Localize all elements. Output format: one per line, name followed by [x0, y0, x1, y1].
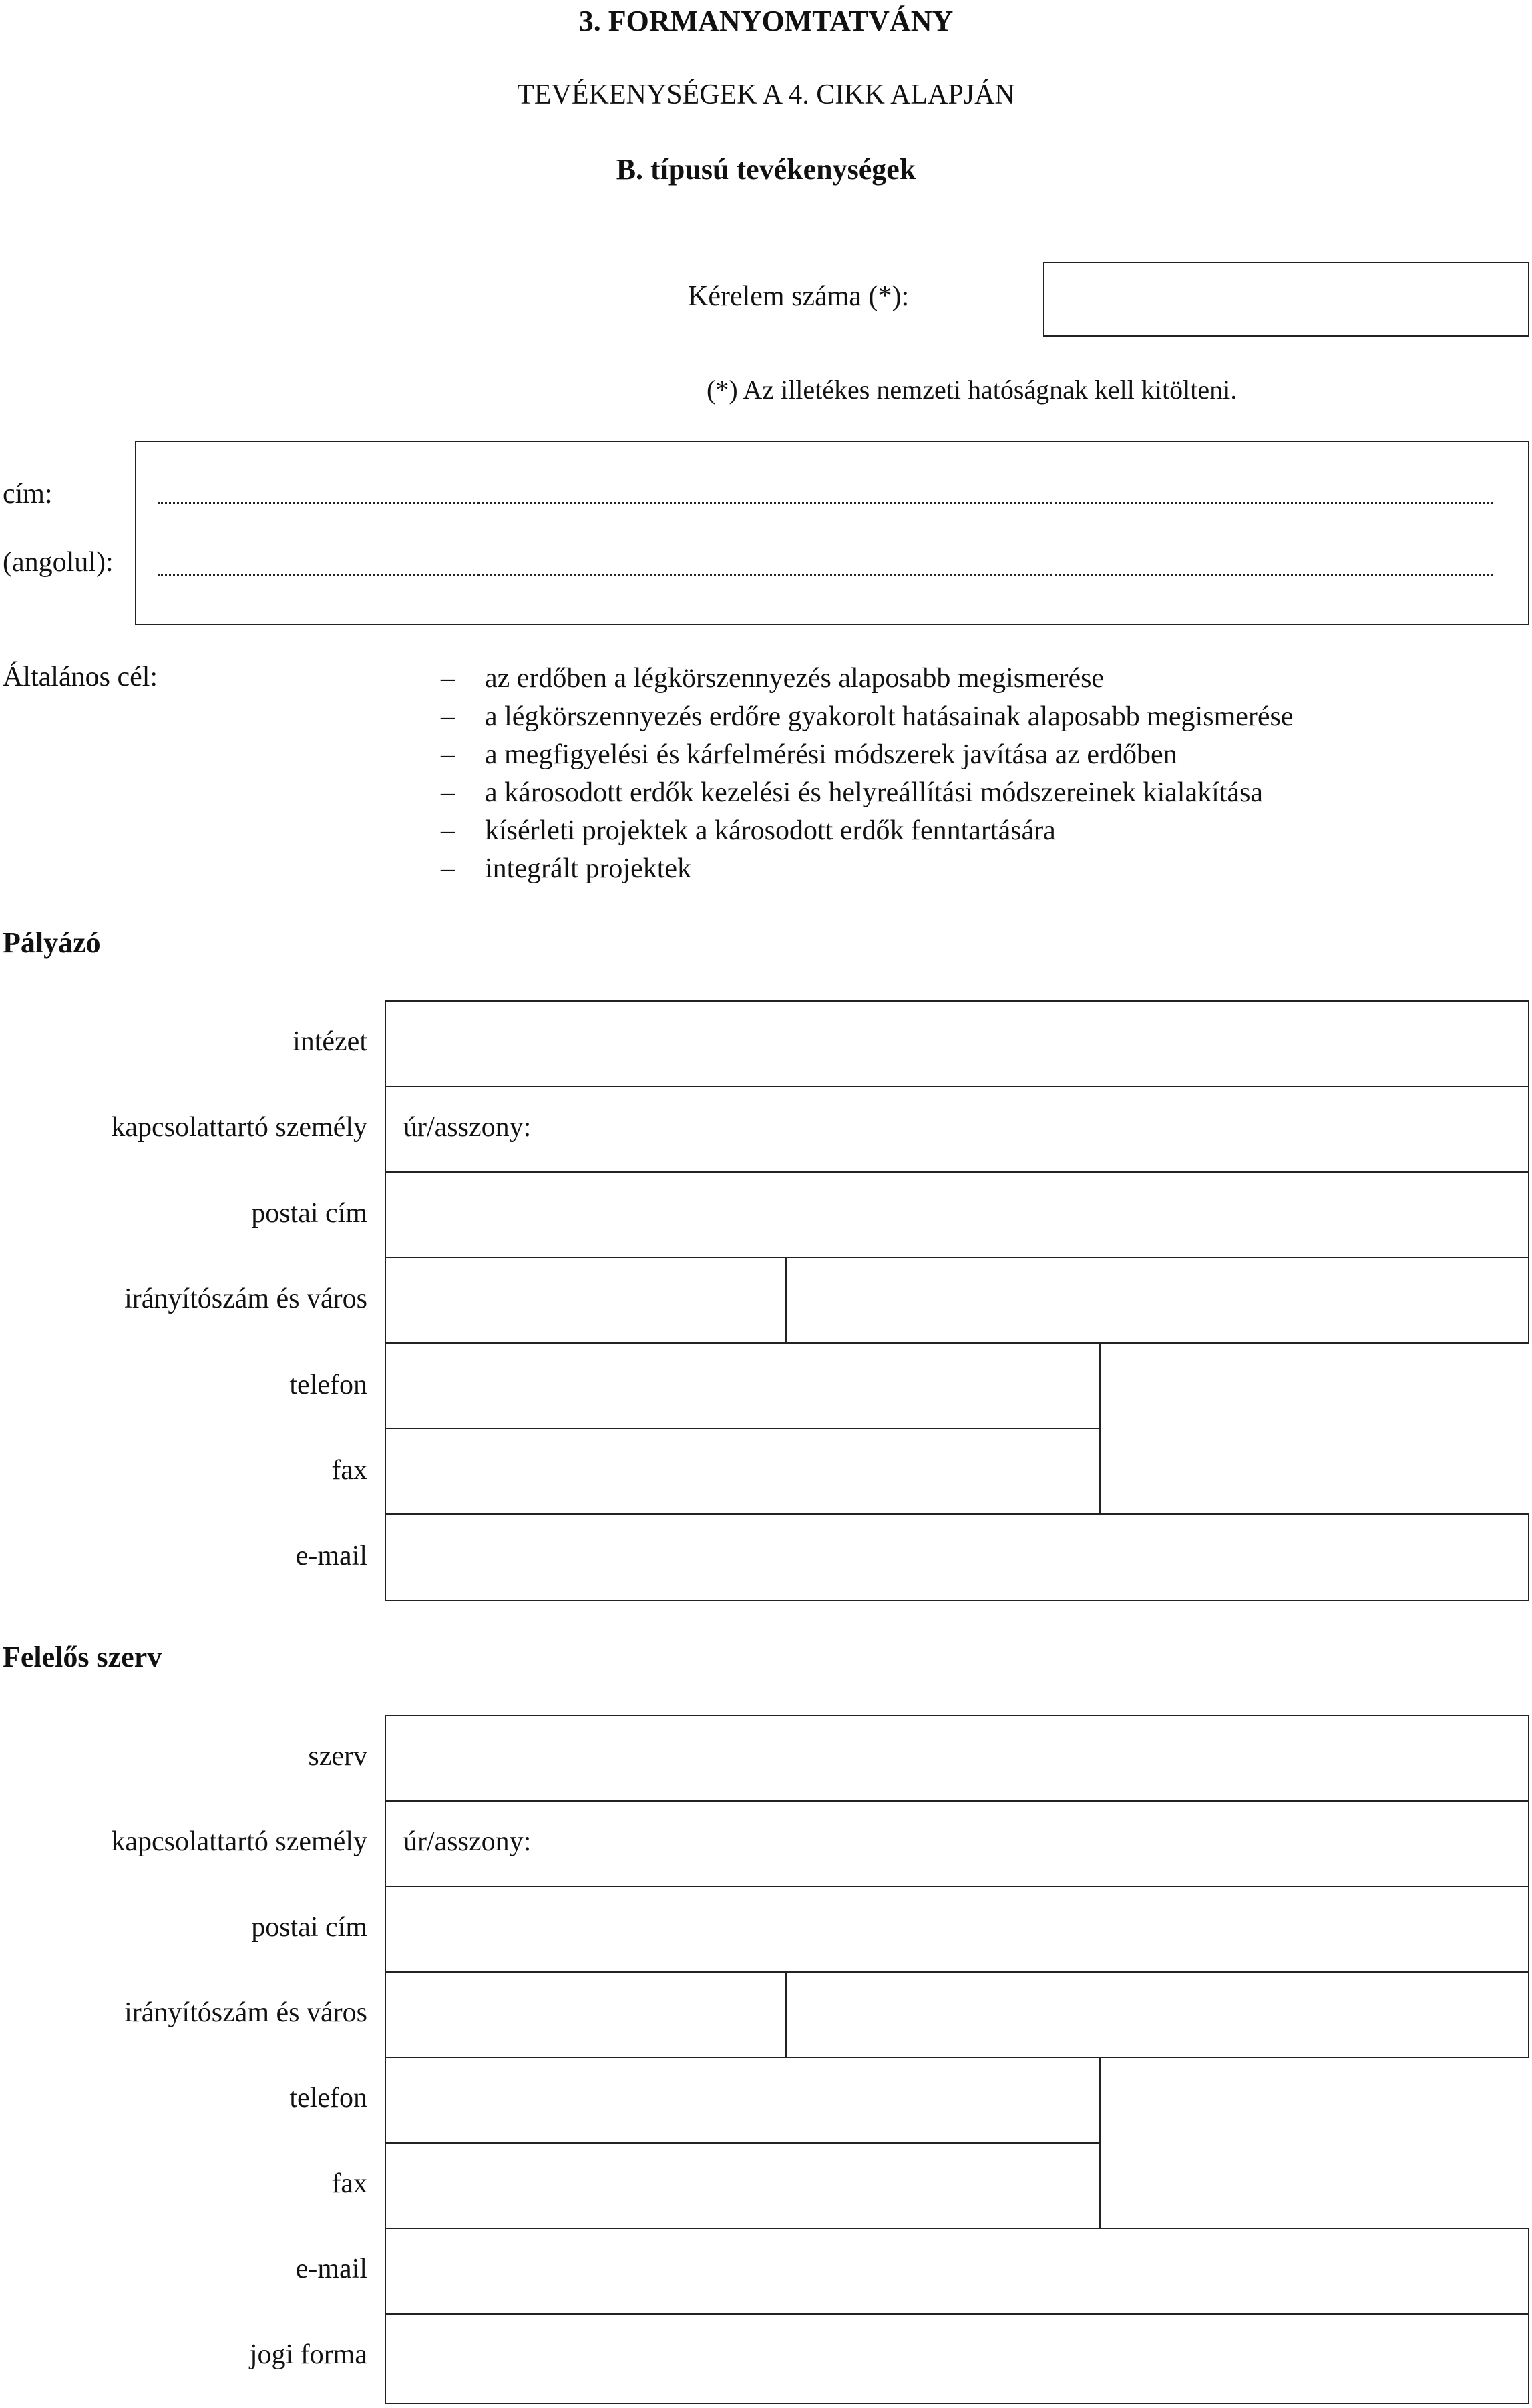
body-legal-form-label: jogi forma [249, 2339, 367, 2370]
applicant-contact-prefix: úr/asszony: [403, 1112, 532, 1143]
objective-item [441, 660, 1294, 698]
applicant-city-field[interactable] [785, 1257, 1529, 1344]
form-title: 3. FORMANYOMTATVÁNY [578, 5, 954, 37]
body-email-field[interactable] [385, 2228, 1529, 2315]
responsible-body-heading: Felelős szerv [3, 1641, 162, 1673]
objective-item-text: a megfigyelési és kárfelmérési módszerek javítása az erdőben [485, 739, 1177, 770]
body-phone-field[interactable] [385, 2057, 1101, 2144]
dash-marker: – [441, 701, 455, 732]
objective-item [441, 812, 1294, 850]
objective-item [441, 736, 1294, 774]
form-subtitle: TEVÉKENYSÉGEK A 4. CIKK ALAPJÁN [517, 79, 1015, 110]
body-phone-label: telefon [289, 2083, 367, 2114]
title-label: cím: [3, 479, 53, 510]
body-zip-field[interactable] [385, 1971, 787, 2058]
applicant-institution-label: intézet [293, 1026, 367, 1057]
applicant-phone-label: telefon [289, 1370, 367, 1400]
body-contact-label: kapcsolattartó személy [111, 1826, 367, 1857]
body-email-label: e-mail [295, 2254, 367, 2284]
body-legal-form-field[interactable] [385, 2313, 1529, 2404]
objective-item-text: az erdőben a légkörszennyezés alaposabb megismerése [485, 663, 1105, 694]
body-name-field[interactable] [385, 1715, 1529, 1802]
general-objective-label: Általános cél: [3, 662, 158, 692]
application-number-note: (*) Az illetékes nemzeti hatóságnak kell kitölteni. [707, 375, 1237, 405]
dash-marker: – [441, 853, 455, 884]
applicant-fax-label: fax [331, 1455, 367, 1486]
applicant-email-field[interactable] [385, 1513, 1529, 1601]
objective-list [441, 660, 1294, 888]
body-fax-label: fax [331, 2168, 367, 2199]
application-number-field[interactable] [1043, 262, 1529, 337]
english-title-label: (angolul): [3, 547, 114, 578]
applicant-zip-city-label: irányítószám és város [124, 1283, 367, 1314]
dash-marker: – [441, 663, 455, 694]
applicant-heading: Pályázó [3, 926, 101, 959]
objective-item-text: integrált projektek [485, 853, 692, 884]
applicant-address-field[interactable] [385, 1171, 1529, 1258]
applicant-fax-field[interactable] [385, 1428, 1101, 1515]
applicant-phone-field[interactable] [385, 1342, 1101, 1429]
dash-marker: – [441, 815, 455, 846]
body-address-field[interactable] [385, 1886, 1529, 1973]
applicant-contact-label: kapcsolattartó személy [111, 1112, 367, 1143]
objective-item-text: a károsodott erdők kezelési és helyreállítási módszereinek kialakítása [485, 777, 1264, 808]
objective-item-text: kísérleti projektek a károsodott erdők fenntartására [485, 815, 1056, 846]
dash-marker: – [441, 777, 455, 808]
body-fax-field[interactable] [385, 2142, 1101, 2229]
body-name-label: szerv [308, 1741, 367, 1772]
objective-item [441, 774, 1294, 812]
body-contact-prefix: úr/asszony: [403, 1826, 532, 1857]
activity-type-heading: B. típusú tevékenységek [616, 153, 916, 186]
applicant-contact-field[interactable] [385, 1086, 1529, 1173]
english-title-field[interactable] [158, 574, 1493, 576]
title-field[interactable] [158, 502, 1493, 504]
objective-item-text: a légkörszennyezés erdőre gyakorolt hatásainak alaposabb megismerése [485, 701, 1294, 732]
dash-marker: – [441, 739, 455, 770]
application-number-label: Kérelem száma (*): [688, 281, 910, 312]
applicant-zip-field[interactable] [385, 1257, 787, 1344]
body-contact-field[interactable] [385, 1800, 1529, 1887]
applicant-email-label: e-mail [295, 1541, 367, 1571]
applicant-address-label: postai cím [251, 1198, 367, 1229]
applicant-institution-field[interactable] [385, 1000, 1529, 1087]
objective-item [441, 850, 1294, 888]
body-zip-city-label: irányítószám és város [124, 1997, 367, 2028]
title-box [135, 441, 1529, 625]
body-address-label: postai cím [251, 1912, 367, 1943]
objective-item [441, 698, 1294, 736]
body-city-field[interactable] [785, 1971, 1529, 2058]
